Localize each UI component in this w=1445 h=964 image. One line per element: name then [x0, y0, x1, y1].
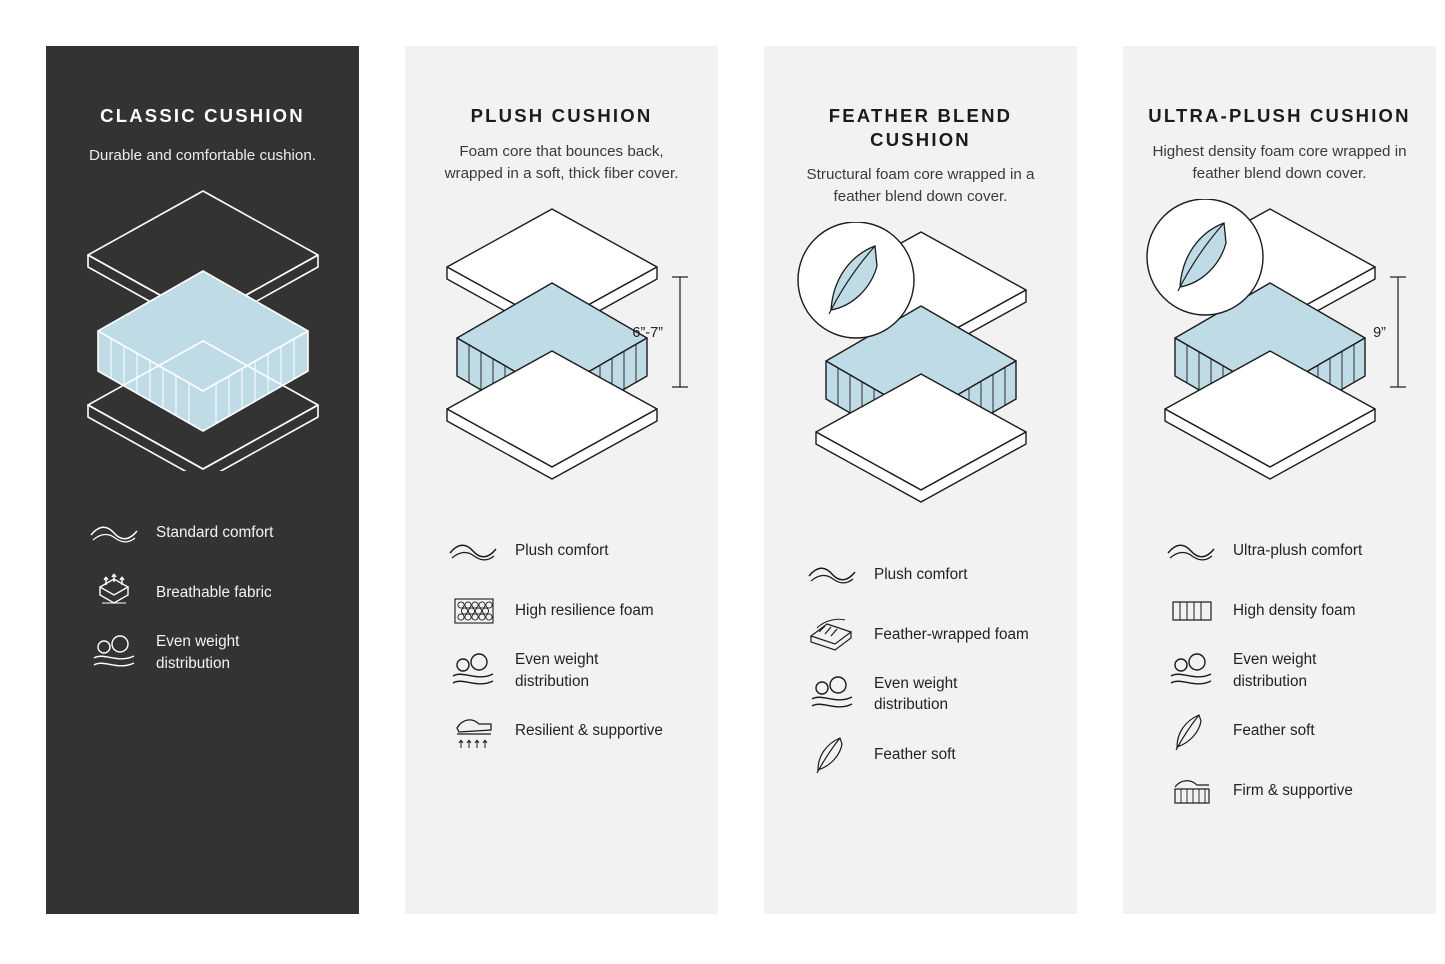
feature-label: Plush comfort: [515, 542, 609, 560]
feature-label: High density foam: [1233, 602, 1356, 620]
feature-label: Even weight distribution: [1233, 651, 1317, 690]
weight-distribution-icon: [86, 631, 142, 675]
feature-item: [46, 563, 359, 623]
card-description: Durable and comfortable cushion.: [88, 146, 317, 164]
feature-label: Ultra-plush comfort: [1233, 542, 1363, 560]
feature-label: Resilient & supportive: [515, 722, 663, 740]
cushion-diagram-plush: [405, 199, 718, 499]
feature-item: [1123, 641, 1436, 701]
feature-label: Plush comfort: [874, 565, 968, 583]
feature-label: Firm & supportive: [1233, 782, 1353, 800]
feature-item: [764, 544, 1077, 604]
feather-icon: [1163, 709, 1219, 753]
wave-icon: [1163, 529, 1219, 573]
feature-list: [46, 481, 359, 683]
feature-label: Even weight distribution: [874, 675, 958, 714]
wave-icon: [86, 511, 142, 555]
feature-item: [1123, 701, 1436, 761]
feature-list: [405, 499, 718, 761]
wave-icon: [804, 552, 860, 596]
feather-badge: [1147, 199, 1263, 315]
cushion-diagram-ultra-plush: [1123, 199, 1436, 499]
card-title: PLUSH CUSHION: [470, 105, 653, 126]
feature-item: [46, 503, 359, 563]
wave-icon: [445, 529, 501, 573]
feature-item: [405, 521, 718, 581]
cushion-card-feather-blend[interactable]: [764, 46, 1077, 914]
feature-item: [405, 641, 718, 701]
weight-distribution-icon: [445, 649, 501, 693]
feature-label: Even weight distribution: [156, 633, 240, 672]
cushion-card-plush[interactable]: [405, 46, 718, 914]
feature-label: Standard comfort: [156, 524, 274, 541]
feature-item: [1123, 581, 1436, 641]
feature-item: [764, 664, 1077, 724]
card-description: Highest density foam core wrapped in feather blend down cover.: [1152, 142, 1407, 182]
feature-item: [405, 701, 718, 761]
high-density-foam-icon: [1163, 589, 1219, 633]
feature-label: High resilience foam: [515, 602, 654, 620]
weight-distribution-icon: [1163, 649, 1219, 693]
breathable-fabric-icon: [86, 571, 142, 615]
feature-label: Breathable fabric: [156, 584, 272, 601]
feature-label: Feather-wrapped foam: [874, 625, 1029, 643]
feather-icon: [804, 732, 860, 776]
feature-label: Even weight distribution: [515, 651, 599, 690]
feature-item: [46, 623, 359, 683]
feature-item: [1123, 521, 1436, 581]
card-title: FEATHER BLEND CUSHION: [828, 105, 1013, 150]
feature-label: Feather soft: [1233, 722, 1315, 740]
dimension-label: 9”: [1372, 324, 1386, 341]
feature-item: [764, 604, 1077, 664]
firm-supportive-icon: [1163, 769, 1219, 813]
exploded-cushion-illustration: [53, 181, 353, 471]
feather-badge: [798, 222, 914, 338]
exploded-cushion-illustration: [412, 199, 712, 489]
honeycomb-foam-icon: [445, 589, 501, 633]
feature-list: [1123, 499, 1436, 821]
cushion-card-ultra-plush[interactable]: [1123, 46, 1436, 914]
cushion-card-classic[interactable]: [46, 46, 359, 914]
feature-item: [764, 724, 1077, 784]
card-title: ULTRA-PLUSH CUSHION: [1148, 105, 1411, 126]
feature-label: Feather soft: [874, 745, 956, 763]
card-title: CLASSIC CUSHION: [100, 105, 305, 126]
card-description: Structural foam core wrapped in a feather blend down cover.: [806, 166, 1035, 206]
card-description: Foam core that bounces back, wrapped in a soft, thick fiber cover.: [444, 142, 679, 182]
feature-item: [1123, 761, 1436, 821]
cushion-diagram-classic: [46, 181, 359, 481]
exploded-cushion-illustration: [771, 222, 1071, 512]
supportive-seat-icon: [445, 709, 501, 753]
weight-distribution-icon: [804, 672, 860, 716]
feature-list: [764, 522, 1077, 784]
feature-item: [405, 581, 718, 641]
exploded-cushion-illustration: [1130, 199, 1430, 489]
dimension-label: 6”-7”: [631, 324, 663, 341]
cushion-diagram-feather-blend: [764, 222, 1077, 522]
feather-wrapped-foam-icon: [804, 612, 860, 656]
